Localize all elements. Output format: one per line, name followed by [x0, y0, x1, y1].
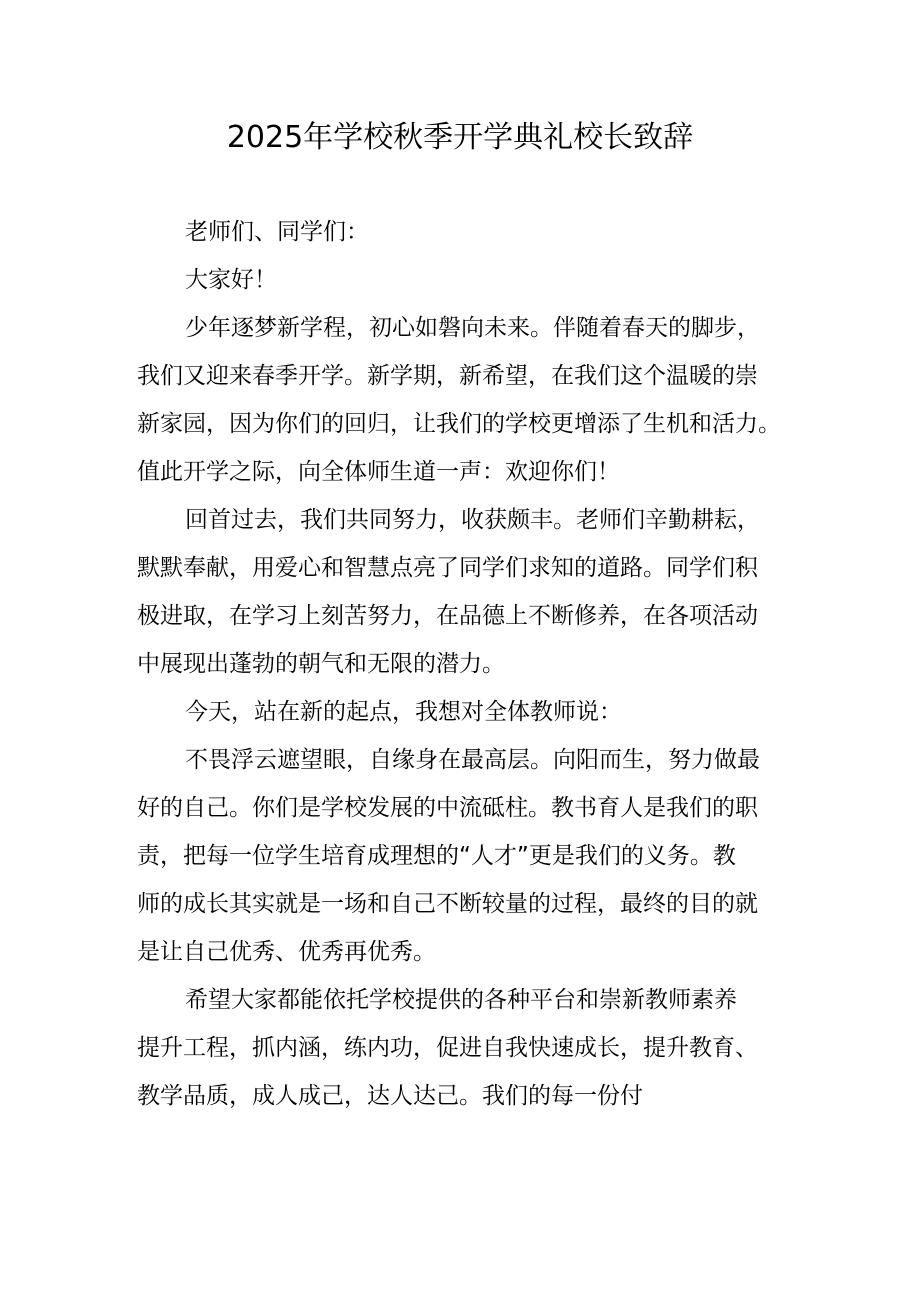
paragraph-2-line-3: 极进取，在学习上刻苦努力，在品德上不断修养，在各项活动	[137, 603, 758, 629]
paragraph-2-line-4: 中展现出蓬勃的朝气和无限的潜力。	[137, 651, 505, 677]
paragraph-5-line-1: 希望大家都能依托学校提供的各种平台和崇新教师素养	[185, 987, 737, 1013]
paragraph-3-line-1: 今天，站在新的起点，我想对全体教师说：	[185, 699, 622, 725]
paragraph-1-line-4: 值此开学之际，向全体师生道一声：欢迎你们！	[137, 459, 620, 485]
paragraph-1-line-2: 我们又迎来春季开学。新学期，新希望，在我们这个温暖的崇	[137, 363, 758, 389]
document-body	[137, 208, 801, 1120]
paragraph-1-line-1: 少年逐梦新学程，初心如磐向未来。伴随着春天的脚步，	[185, 315, 760, 341]
document-title: 2025年学校秋季开学典礼校长致辞	[226, 120, 694, 155]
paragraph-1-line-3: 新家园，因为你们的回归，让我们的学校更增添了生机和活力。	[137, 411, 781, 437]
paragraph-5-line-3: 教学品质，成人成己，达人达己。我们的每一份付	[137, 1083, 643, 1109]
salutation-line: 老师们、同学们：	[185, 219, 369, 245]
greeting-line: 大家好！	[185, 267, 277, 293]
paragraph-2-line-2: 默默奉献，用爱心和智慧点亮了同学们求知的道路。同学们积	[137, 555, 758, 581]
paragraph-4-line-2: 好的自己。你们是学校发展的中流砥柱。教书育人是我们的职	[137, 795, 758, 821]
paragraph-2-line-1: 回首过去，我们共同努力，收获颇丰。老师们辛勤耕耘，	[185, 507, 760, 533]
paragraph-5-line-2: 提升工程，抓内涵，练内功，促进自我快速成长，提升教育、	[137, 1035, 758, 1061]
paragraph-4-line-4: 师的成长其实就是一场和自己不断较量的过程，最终的目的就	[137, 891, 758, 917]
paragraph-4-line-5: 是让自己优秀、优秀再优秀。	[137, 939, 436, 965]
paragraph-4-line-3: 责，把每一位学生培育成理想的“人才”更是我们的义务。教	[137, 843, 736, 869]
paragraph-4-line-1: 不畏浮云遮望眼，自缘身在最高层。向阳而生，努力做最	[185, 747, 760, 773]
